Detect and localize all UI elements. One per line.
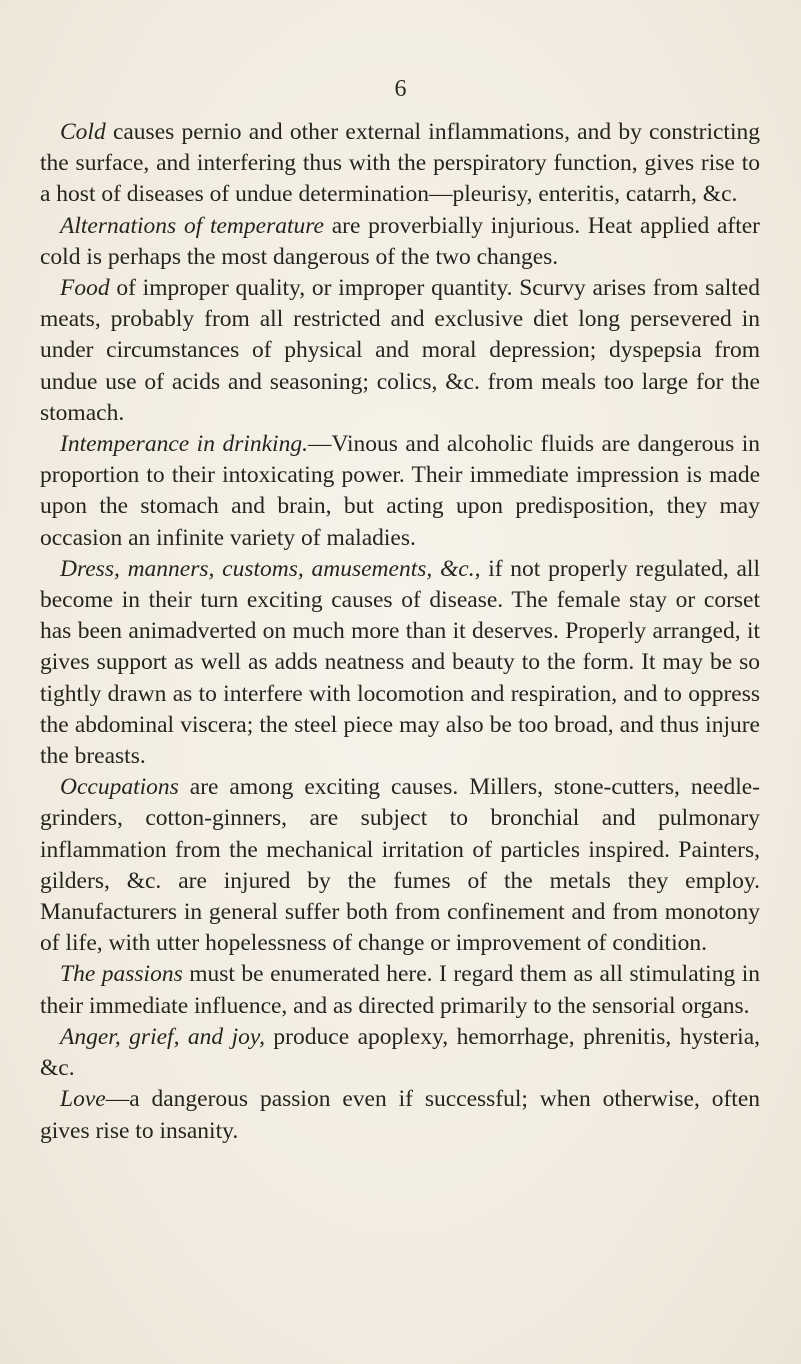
paragraph-text: —a dangerous passion even if successful; when otherwise, often gives rise to insanity. (40, 1086, 760, 1144)
paragraph-passions (40, 959, 760, 1021)
lead-term: Love (60, 1086, 106, 1113)
paragraph-food (40, 273, 760, 429)
paragraph-text: if not properly regulated, all become in their turn exciting causes of disease. The female stay or corset has been animadverted on much more than it deserves. Properly arranged, it gives support as well as adds neatness and beauty to the form. It may be so tightly drawn as to interfere with locomotion and respiration, and to oppress the abdominal viscera; the steel piece may also be too broad, and thus injure the breasts. (40, 555, 760, 770)
paragraph-love (40, 1084, 760, 1146)
paragraph-text: —Vinous and alcoholic fluids are dangerous in proportion to their intoxicating power. Their immediate impression is made upon the stomach and brain, but acting upon predisposition, they may occasion an infinite variety of maladies. (40, 431, 760, 551)
paragraph-alternations (40, 211, 760, 273)
paragraph-text: causes pernio and other external inflammations, and by constricting the surface, and interfering thus with the perspiratory function, gives rise to a host of diseases of undue determination—pleurisy, enteritis, catarrh, &c. (40, 119, 760, 208)
paragraph-text: are proverbially injurious. Heat applied after cold is perhaps the most dangerous of the two changes. (40, 212, 760, 270)
lead-term: Dress, manners, customs, amusements, &c., (60, 555, 481, 582)
paragraph-cold (40, 117, 760, 211)
paragraph-intemperance (40, 429, 760, 554)
lead-term: Intemperance in drinking. (60, 431, 308, 458)
paragraph-text: must be enumerated here. I regard them as all stimulating in their immediate influence, and as directed primarily to the sensorial organs. (40, 961, 760, 1019)
paragraph-occupations (40, 772, 760, 959)
paragraph-text: of improper quality, or improper quantity. Scurvy arises from salted meats, probably from all restricted and exclusive diet long persevered in under circumstances of physical and moral depression; dyspepsia from undue use of acids and seasoning; colics, &c. from meals too large for the stomach. (40, 275, 760, 426)
body-text (40, 117, 760, 1147)
paragraph-anger-grief-joy (40, 1022, 760, 1084)
lead-term: Cold (60, 119, 106, 145)
lead-term: Anger, grief, and joy, (60, 1023, 265, 1050)
paragraph-dress (40, 554, 760, 772)
page-number: 6 (394, 76, 407, 102)
paragraph-text: are among exciting causes. Millers, stone-cutters, needle-grinders, cotton-ginners, are subject to bronchial and pulmonary inflammation from the mechanical irritation of particles inspired. Painters, gilders, &c. are injured by the fumes of the metals they employ. Manufacturers in general suffer both from confinement and from monotony of life, with utter hopelessness of change or improvement of condition. (40, 774, 760, 957)
lead-term: Alternations of temperature (60, 212, 324, 239)
lead-term: Food (60, 275, 110, 302)
paragraph-text: produce apoplexy, hemorrhage, phrenitis, hysteria, &c. (40, 1023, 761, 1082)
lead-term: Occupations (60, 774, 179, 801)
lead-term: The passions (60, 961, 183, 988)
